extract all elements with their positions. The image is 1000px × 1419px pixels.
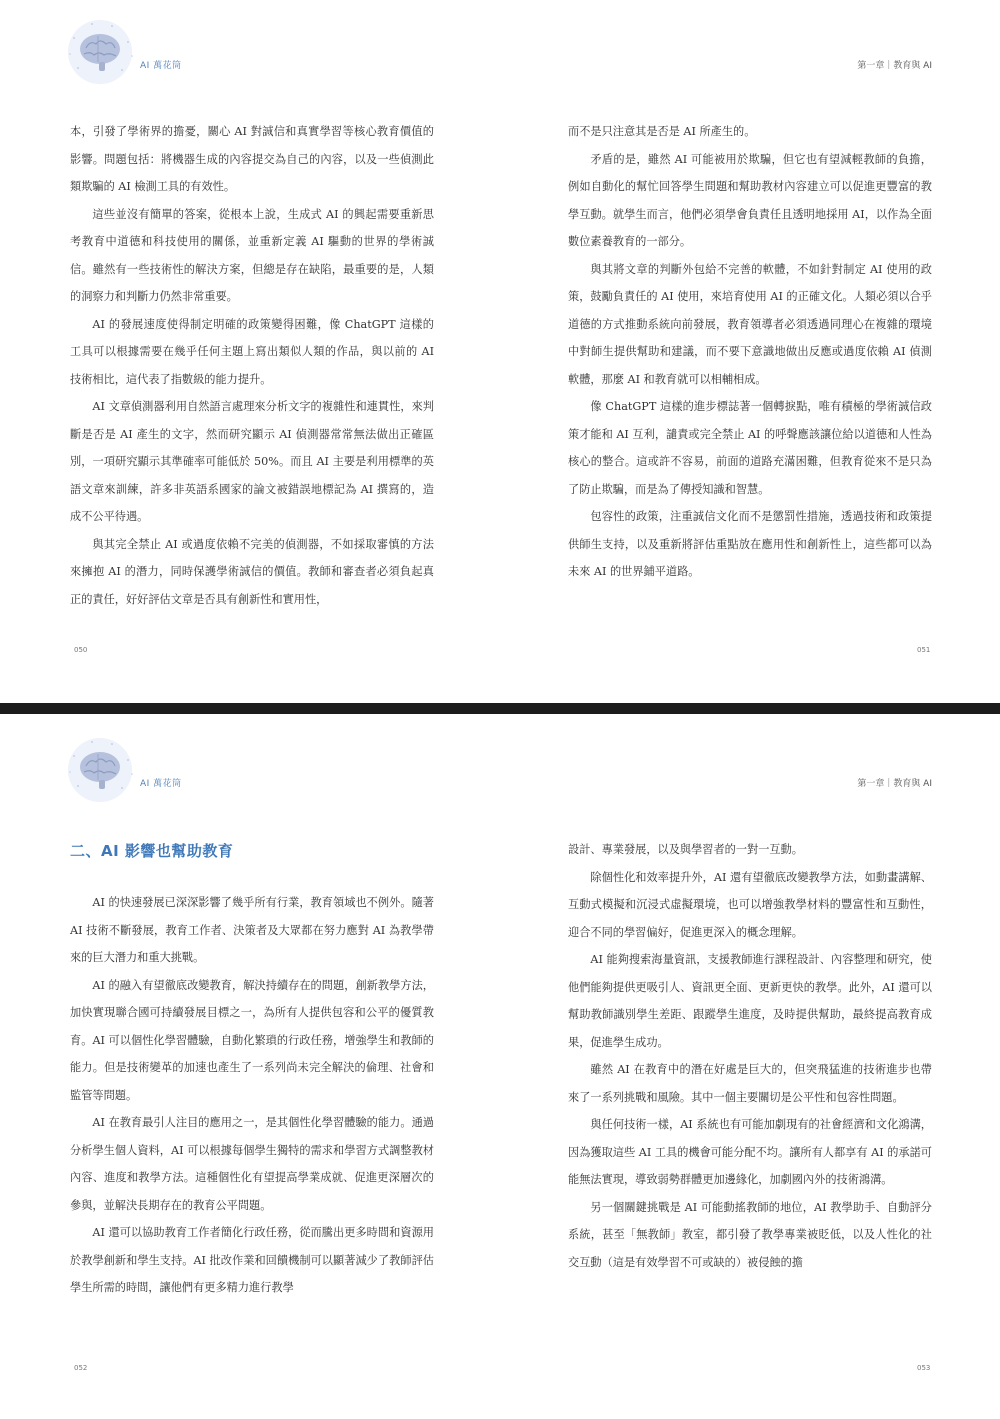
right-column-text xyxy=(568,118,932,586)
section-heading: 二、AI 影響也幫助教育 xyxy=(70,842,234,860)
book-title: AI 萬花筒 xyxy=(140,779,182,789)
paragraph: AI 的融入有望徹底改變教育，解決持續存在的問題，創新教學方法，加快實現聯合國可持續發展目標之一，為所有人提供包容和公平的優質教育。AI 可以個性化學習體驗，自動化繁瑣的行政任務，增強學生和教師的能力。但是技術變革的加速也產生了一系列尚未完全解決的倫理、社會和監管等問題。 xyxy=(70,978,434,1102)
paragraph: 另一個關鍵挑戰是 AI 可能動搖教師的地位，AI 教學助手、自動評分系統，甚至「無教師」教室，都引發了教學專業被貶低，以及人性化的社交互動（這是有效學習不可或缺的）被侵蝕的擔 xyxy=(568,1200,932,1269)
paragraph: AI 的快速發展已深深影響了幾乎所有行業，教育領域也不例外。隨著 AI 技術不斷發展，教育工作者、決策者及大眾都在努力應對 AI 為教學帶來的巨大潛力和重大挑戰。 xyxy=(70,896,434,964)
paragraph: 而不是只注意其是否是 AI 所產生的。 xyxy=(568,125,756,138)
paragraph: 與其將文章的判斷外包給不完善的軟體，不如針對制定 AI 使用的政策，鼓勵負責任的 AI 使用，來培育使用 AI 的正確文化。人類必須以合乎道德的方式推動系統向前發展，教育領導者必須透過同理心在複雜的環境中對師生提供幫助和建議，而不要下意識地做出反應或過度依賴 AI 偵測軟體，那麼 AI 和教育就可以相輔相成。 xyxy=(568,262,932,386)
paragraph: 矛盾的是，雖然 AI 可能被用於欺騙，但它也有望減輕教師的負擔，例如自動化的幫忙回答學生問題和幫助教材內容建立可以促進更豐富的教學互動。就學生而言，他們必須學會負責任且透明地採用 AI，以作為全面數位素養教育的一部分。 xyxy=(568,152,932,248)
book-title: AI 萬花筒 xyxy=(140,61,182,71)
paragraph: 這些並沒有簡單的答案，從根本上說，生成式 AI 的興起需要重新思考教育中道德和科技使用的關係，並重新定義 AI 驅動的世界的學術誠信。雖然有一些技術性的解決方案，但總是存在缺陷，最重要的是，人類的洞察力和判斷力仍然非常重要。 xyxy=(70,207,434,303)
paragraph: AI 的發展速度使得制定明確的政策變得困難，像 ChatGPT 這樣的工具可以根據需要在幾乎任何主題上寫出類似人類的作品，與以前的 AI 技術相比，這代表了指數級的能力提升。 xyxy=(70,317,434,386)
page-number-right: 053 xyxy=(917,1364,931,1372)
paragraph: 與其完全禁止 AI 或過度依賴不完美的偵測器，不如採取審慎的方法來擁抱 AI 的潛力，同時保護學術誠信的價值。教師和審查者必須負起真正的責任，好好評估文章是否具有創新性和實用性， xyxy=(70,537,434,606)
paragraph: 包容性的政策，注重誠信文化而不是懲罰性措施，透過技術和政策提供師生支持，以及重新將評估重點放在應用性和創新性上，這些都可以為未來 AI 的世界鋪平道路。 xyxy=(568,510,932,578)
paragraph: AI 文章偵測器利用自然語言處理來分析文字的複雜性和連貫性，來判斷是否是 AI 產生的文字，然而研究顯示 AI 偵測器常常無法做出正確區別，一項研究顯示其準確率可能低於 50%。而且 AI 主要是利用標準的英語文章來訓練，許多非英語系國家的論文被錯誤地標記為 AI 撰寫的，造成不公平待遇。 xyxy=(70,400,434,523)
spread-divider xyxy=(0,703,1000,714)
paragraph: 設計、專業發展，以及與學習者的一對一互動。 xyxy=(568,843,803,856)
paragraph: AI 在教育最引人注目的應用之一，是其個性化學習體驗的能力。通過分析學生個人資料，AI 可以根據每個學生獨特的需求和學習方式調整教材內容、進度和教學方法。這種個性化有望提高學業成就、促進更深層次的參與，並解決長期存在的教育公平問題。 xyxy=(70,1116,434,1212)
paragraph: AI 能夠搜索海量資訊，支援教師進行課程設計、內容整理和研究，使他們能夠提供更吸引人、資訊更全面、更新更快的教學。此外，AI 還可以幫助教師識別學生差距、跟蹤學生進度，及時提供幫助，最終提高教育成果，促進學生成功。 xyxy=(568,953,932,1049)
paragraph: AI 還可以協助教育工作者簡化行政任務，從而騰出更多時間和資源用於教學創新和學生支持。AI 批改作業和回饋機制可以顯著減少了教師評估學生所需的時間，讓他們有更多精力進行教學 xyxy=(70,1226,434,1294)
left-column-text xyxy=(70,118,434,613)
brain-logo-icon xyxy=(62,18,138,86)
left-column-text xyxy=(70,889,434,1302)
paragraph: 除個性化和效率提升外，AI 還有望徹底改變教學方法，如動畫講解、互動式模擬和沉浸式虛擬環境，也可以增強教學材料的豐富性和互動性，迎合不同的學習偏好，促進更深入的概念理解。 xyxy=(568,870,932,939)
chapter-title: 第一章｜教育與 AI xyxy=(857,61,932,71)
page-number-left: 050 xyxy=(74,646,88,654)
paragraph: 雖然 AI 在教育中的潛在好處是巨大的，但突飛猛進的技術進步也帶來了一系列挑戰和風險。其中一個主要關切是公平性和包容性問題。 xyxy=(568,1063,932,1104)
chapter-title: 第一章｜教育與 AI xyxy=(857,779,932,789)
paragraph: 本，引發了學術界的擔憂，關心 AI 對誠信和真實學習等核心教育價值的影響。問題包括：將機器生成的內容提交為自己的內容，以及一些偵測此類欺騙的 AI 檢測工具的有效性。 xyxy=(70,125,434,193)
page-number-left: 052 xyxy=(74,1364,88,1372)
paragraph: 與任何技術一樣，AI 系統也有可能加劇現有的社會經濟和文化鴻溝，因為獲取這些 AI 工具的機會可能分配不均。讓所有人都享有 AI 的承諾可能無法實現，導致弱勢群體更加邊緣化，加劇國內外的技術鴻溝。 xyxy=(568,1118,932,1186)
page-number-right: 051 xyxy=(917,646,931,654)
page-spread-bottom xyxy=(0,714,1000,1419)
right-column-text xyxy=(568,836,932,1276)
brain-logo-icon xyxy=(62,736,138,804)
paragraph: 像 ChatGPT 這樣的進步標誌著一個轉捩點，唯有積極的學術誠信政策才能和 AI 互利，譴責或完全禁止 AI 的呼聲應該讓位給以道德和人性為核心的整合。這或許不容易，前面的道路充滿困難，但教育從來不是只為了防止欺騙，而是為了傳授知識和智慧。 xyxy=(568,400,932,496)
page-spread-top xyxy=(0,0,1000,703)
